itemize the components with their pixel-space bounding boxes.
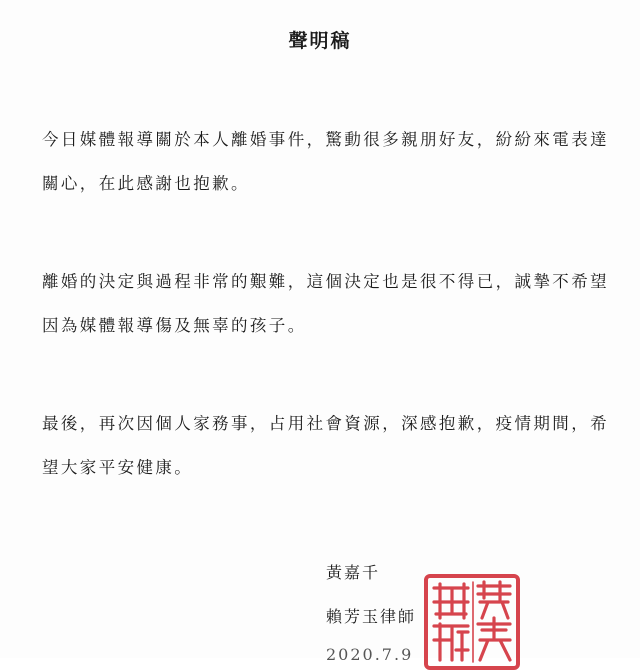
paragraph-3-line-1: 最後，再次因個人家務事，占用社會資源，深感抱歉，疫情期間，希 <box>42 414 609 433</box>
signature-date: 2020.7.9 <box>326 645 414 664</box>
signature-lawyer: 賴芳玉律師 <box>326 607 417 626</box>
paragraph-2 <box>42 260 609 348</box>
paragraph-2-line-2: 因為媒體報導傷及無辜的孩子。 <box>42 316 307 335</box>
paragraph-1-line-1: 今日媒體報導關於本人離婚事件，驚動很多親朋好友，紛紛來電表達 <box>42 130 609 149</box>
paragraph-1-line-2: 關心，在此感謝也抱歉。 <box>42 174 250 193</box>
document-title: 聲明稿 <box>288 30 352 52</box>
paragraph-2-line-1: 離婚的決定與過程非常的艱難，這個決定也是很不得已，誠摯不希望 <box>42 272 609 291</box>
signature-name: 黃嘉千 <box>326 563 381 582</box>
paragraph-1 <box>42 118 609 206</box>
seal-glyphs-icon <box>428 578 516 666</box>
lawyer-seal-stamp <box>424 574 520 670</box>
paragraph-3-line-2: 望大家平安健康。 <box>42 458 194 477</box>
paragraph-3 <box>42 402 609 490</box>
